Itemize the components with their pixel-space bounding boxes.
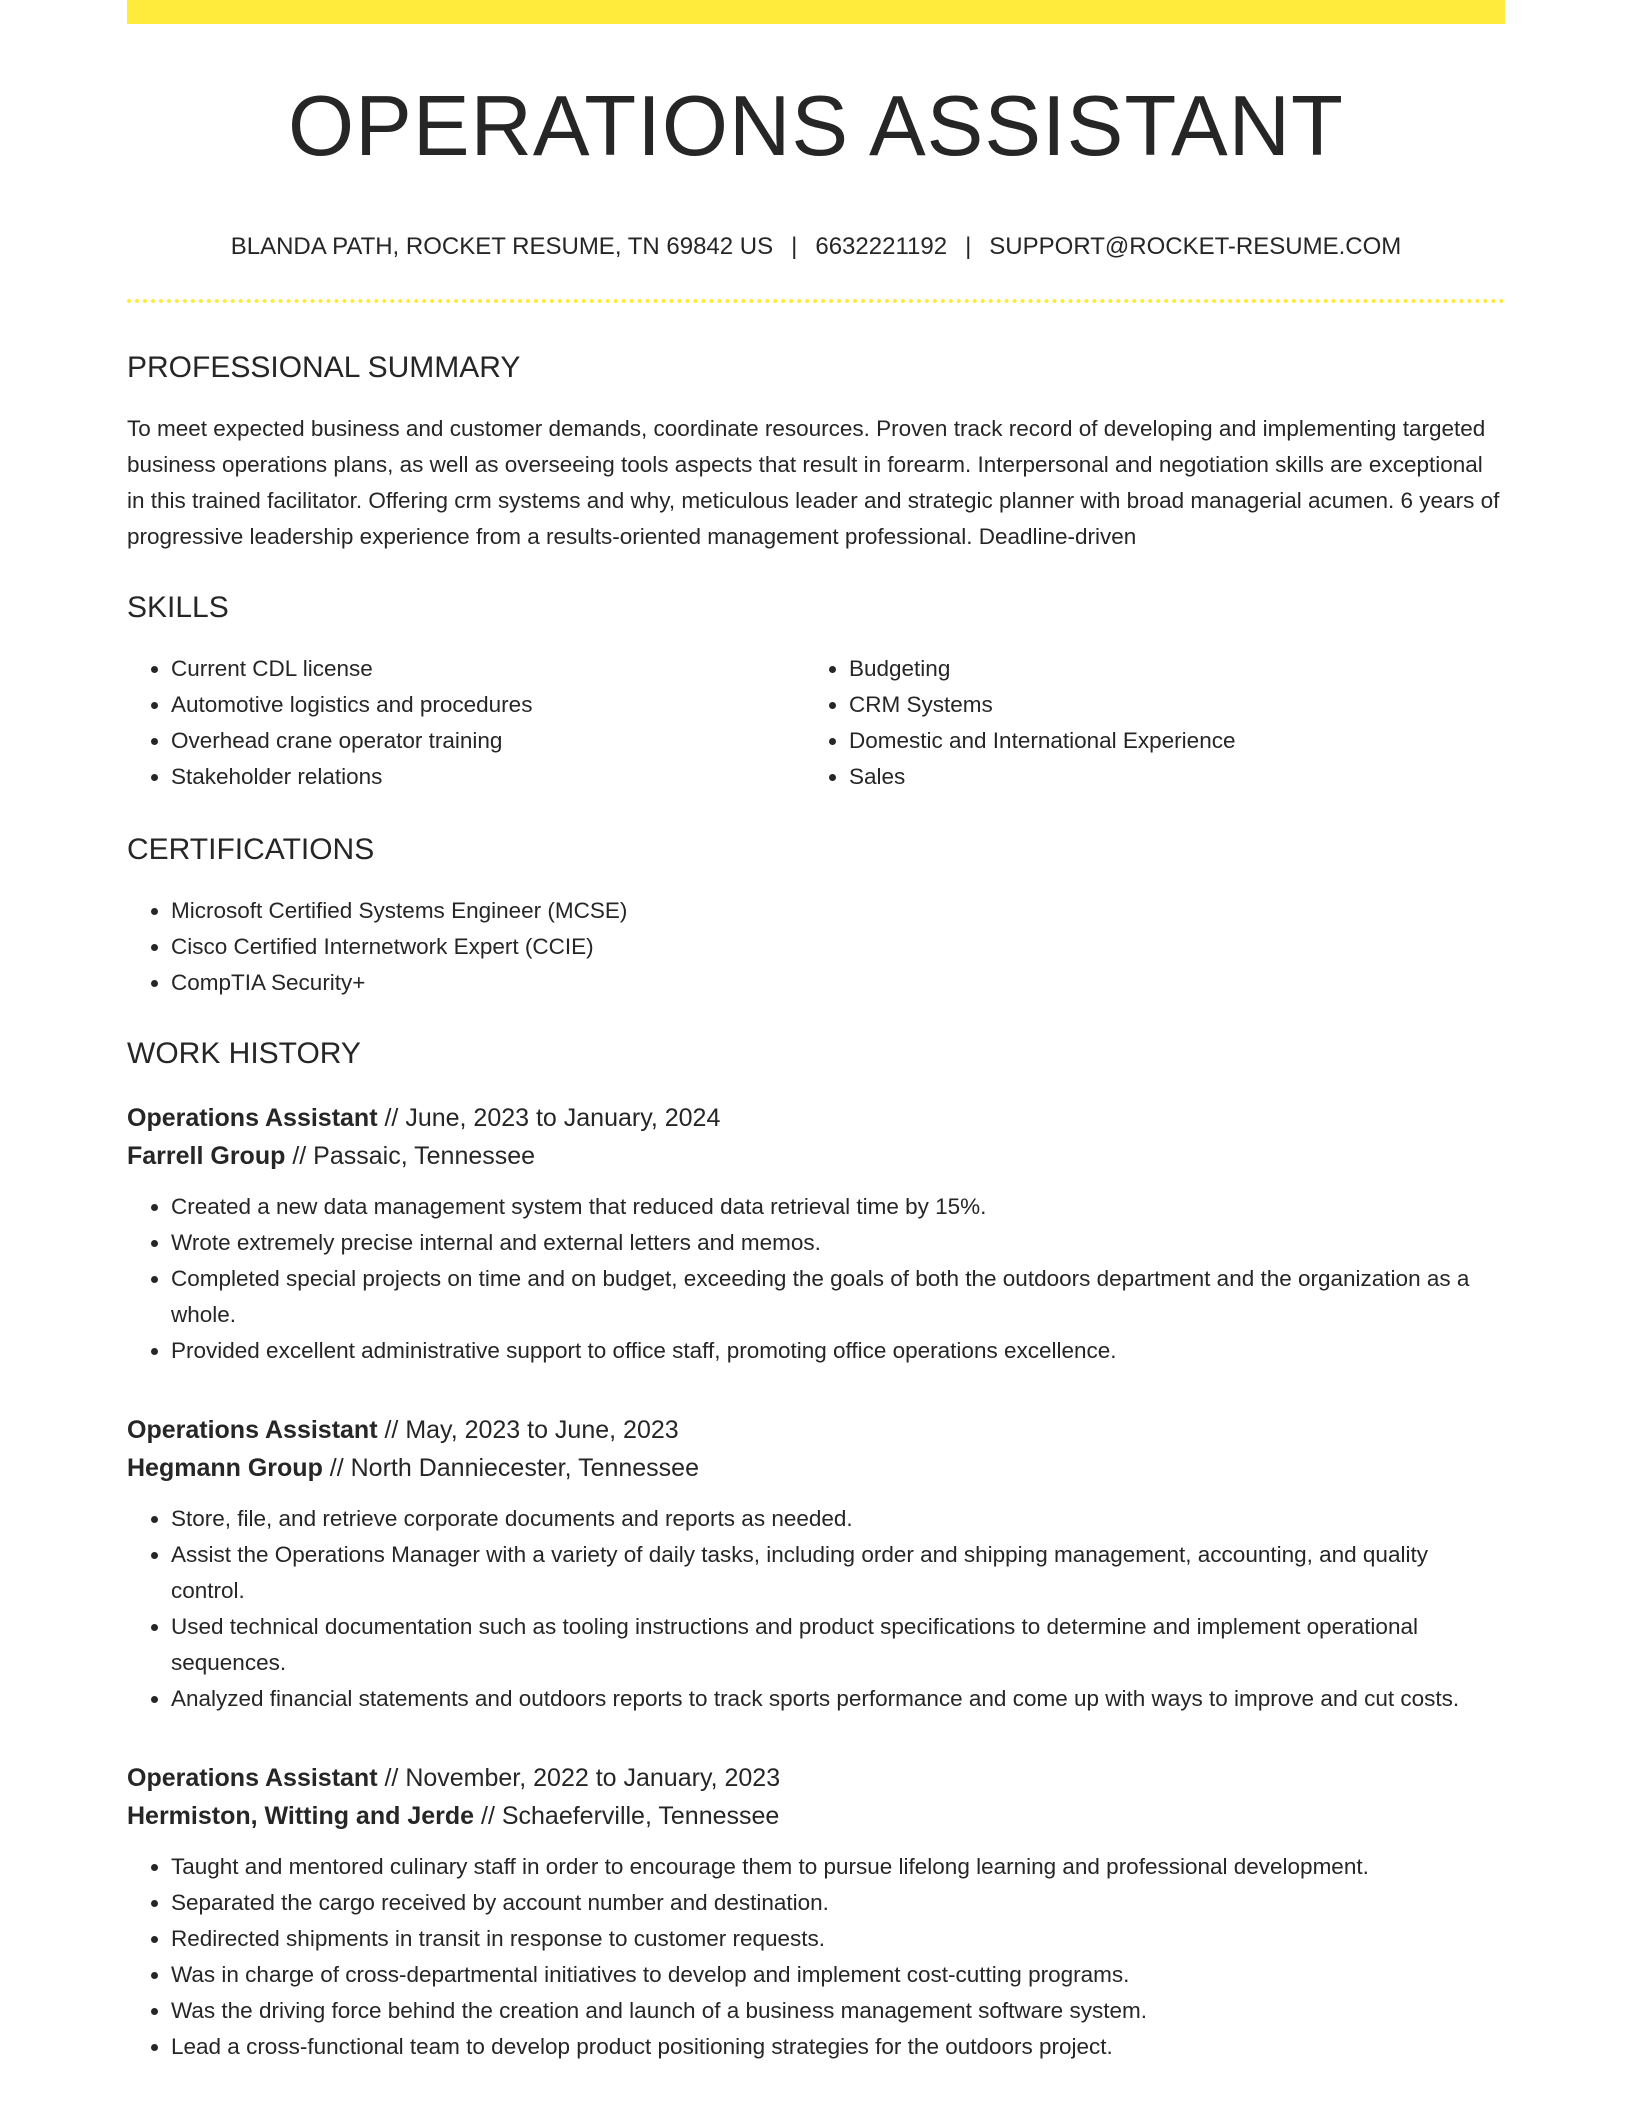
work-history-section — [127, 1039, 1505, 2065]
job-bullet: • Provided excellent administrative support to office staff, promoting office operations excellence. — [171, 1333, 1505, 1369]
skill-item: • CRM Systems — [849, 687, 1483, 723]
certification-item: • Microsoft Certified Systems Engineer (MCSE) — [171, 893, 1505, 929]
job-bullet: • Store, file, and retrieve corporate documents and reports as needed. — [171, 1501, 1505, 1537]
resume-name: OPERATIONS ASSISTANT — [288, 79, 1344, 174]
job-bullet: • Was the driving force behind the creation and launch of a business management software system. — [171, 1993, 1505, 2029]
job-title: Operations Assistant — [127, 1416, 378, 1444]
skill-item: • Budgeting — [849, 651, 1483, 687]
certifications-heading: CERTIFICATIONS — [127, 833, 375, 866]
summary-text: To meet expected business and customer demands, coordinate resources. Proven track record of developing and implementing targeted business operations plans, as well as overseeing tools aspects that result in forearm. Interpersonal and negotiation skills are exceptional in this trained facilitator. Offering crm systems and why, meticulous leader and strategic planner with broad managerial acumen. 6 years of progressive leadership experience from a results-oriented management professional. Deadline-driven — [127, 416, 1500, 549]
job-bullet: • Taught and mentored culinary staff in order to encourage them to pursue lifelong learning and professional development. — [171, 1849, 1505, 1885]
contact-phone: 6632221192 — [815, 233, 948, 260]
job-dates: // June, 2023 to January, 2024 — [377, 1104, 721, 1132]
job-company-line — [127, 1449, 1505, 1487]
skill-item: • Domestic and International Experience — [849, 723, 1483, 759]
work-history-heading: WORK HISTORY — [127, 1037, 361, 1070]
skill-item: • Overhead crane operator training — [171, 723, 805, 759]
resume-page — [127, 0, 1505, 2065]
job-company: Hegmann Group — [127, 1454, 323, 1482]
job-bullets — [127, 1189, 1505, 1369]
job-bullet: • Completed special projects on time and on budget, exceeding the goals of both the outdoors department and the organization as a whole. — [171, 1261, 1505, 1333]
job-company: Farrell Group — [127, 1142, 286, 1170]
job-entry — [127, 1411, 1505, 1717]
job-company-line — [127, 1797, 1505, 1835]
job-company-line — [127, 1137, 1505, 1175]
contact-line — [127, 235, 1505, 259]
skills-column-right — [805, 651, 1483, 795]
job-title: Operations Assistant — [127, 1764, 378, 1792]
job-company: Hermiston, Witting and Jerde — [127, 1802, 475, 1830]
job-bullet: • Analyzed financial statements and outdoors reports to track sports performance and come up with ways to improve and cut costs. — [171, 1681, 1505, 1717]
job-title-line — [127, 1099, 1505, 1137]
skills-column-left — [127, 651, 805, 795]
skill-item: • Sales — [849, 759, 1483, 795]
job-entry — [127, 1759, 1505, 2065]
job-dates: // November, 2022 to January, 2023 — [377, 1764, 781, 1792]
job-entry — [127, 1099, 1505, 1369]
summary-heading: PROFESSIONAL SUMMARY — [127, 351, 521, 384]
contact-separator: | — [965, 233, 972, 260]
certifications-list — [127, 893, 1505, 1001]
job-title-line — [127, 1411, 1505, 1449]
job-bullet: • Was in charge of cross-departmental initiatives to develop and implement cost-cutting programs. — [171, 1957, 1505, 1993]
accent-top-bar — [127, 0, 1505, 24]
skills-heading: SKILLS — [127, 591, 229, 624]
job-bullet: • Redirected shipments in transit in response to customer requests. — [171, 1921, 1505, 1957]
certifications-section — [127, 835, 1505, 1001]
job-bullet: • Wrote extremely precise internal and external letters and memos. — [171, 1225, 1505, 1261]
job-location: // North Danniecester, Tennessee — [322, 1454, 699, 1482]
job-location: // Schaeferville, Tennessee — [474, 1802, 780, 1830]
contact-separator: | — [791, 233, 798, 260]
job-location: // Passaic, Tennessee — [285, 1142, 536, 1170]
skill-item: • Current CDL license — [171, 651, 805, 687]
skills-list-left — [127, 651, 805, 795]
contact-email: SUPPORT@ROCKET-RESUME.COM — [989, 233, 1402, 260]
job-bullet: • Separated the cargo received by account number and destination. — [171, 1885, 1505, 1921]
certification-item: • CompTIA Security+ — [171, 965, 1505, 1001]
job-title-line — [127, 1759, 1505, 1797]
job-title: Operations Assistant — [127, 1104, 378, 1132]
dotted-divider — [127, 299, 1505, 303]
contact-address: BLANDA PATH, ROCKET RESUME, TN 69842 US — [230, 233, 774, 260]
job-bullets — [127, 1501, 1505, 1717]
skill-item: • Stakeholder relations — [171, 759, 805, 795]
skill-item: • Automotive logistics and procedures — [171, 687, 805, 723]
job-bullet: • Lead a cross-functional team to develop product positioning strategies for the outdoors project. — [171, 2029, 1505, 2065]
job-bullet: • Assist the Operations Manager with a variety of daily tasks, including order and shipping management, accounting, and quality control. — [171, 1537, 1505, 1609]
summary-section — [127, 353, 1505, 555]
skills-grid — [127, 651, 1505, 795]
job-bullet: • Created a new data management system that reduced data retrieval time by 15%. — [171, 1189, 1505, 1225]
job-bullet: • Used technical documentation such as tooling instructions and product specifications to determine and implement operational sequences. — [171, 1609, 1505, 1681]
certification-item: • Cisco Certified Internetwork Expert (CCIE) — [171, 929, 1505, 965]
job-bullets — [127, 1849, 1505, 2065]
skills-list-right — [805, 651, 1483, 795]
skills-section — [127, 593, 1505, 795]
job-dates: // May, 2023 to June, 2023 — [377, 1416, 679, 1444]
